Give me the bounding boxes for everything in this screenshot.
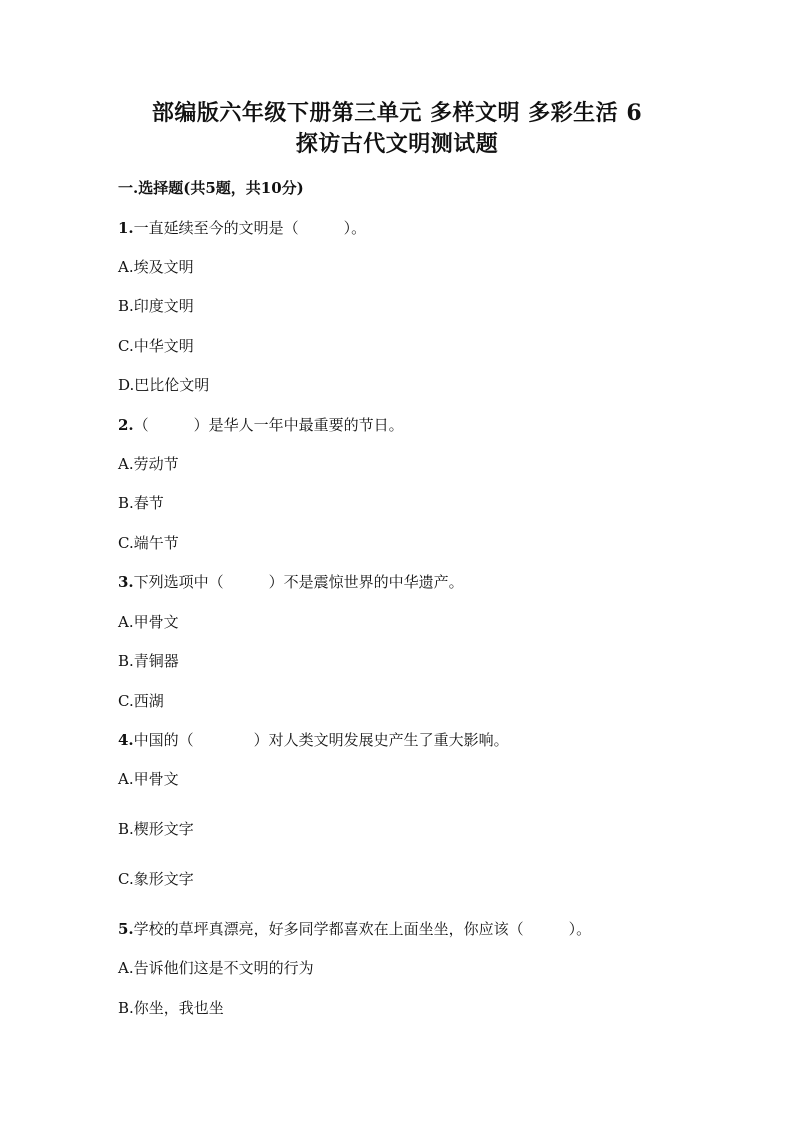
question-4-stem: [118, 730, 509, 750]
document-title-line-2: 探访古代文明测试题: [295, 131, 499, 157]
question-number: 3.: [118, 573, 134, 591]
question-text: 一直延续至今的文明是（ ）。: [133, 219, 367, 237]
question-number: 1.: [118, 219, 134, 237]
question-3-stem: [118, 572, 464, 592]
question-1-option-b: B.印度文明: [118, 297, 194, 315]
question-1-option-c: C.中华文明: [118, 337, 194, 355]
document-title-line-1: 部编版六年级下册第三单元 多样文明 多彩生活 6: [151, 100, 643, 126]
question-3-option-b: B.青铜器: [118, 652, 179, 670]
question-2-stem: [118, 415, 404, 435]
question-4-option-b: B.楔形文字: [118, 820, 194, 838]
question-3-option-c: C.西湖: [118, 692, 164, 710]
question-2-option-b: B.春节: [118, 494, 164, 512]
question-5-option-b: B.你坐，我也坐: [118, 999, 224, 1017]
question-2-option-a: A.劳动节: [118, 455, 179, 473]
question-text: 下列选项中（ ）不是震惊世界的中华遗产。: [133, 573, 464, 591]
question-1-option-d: D.巴比伦文明: [118, 376, 210, 394]
question-5-stem: [118, 919, 591, 939]
section-heading: 一.选择题(共5题，共10分): [118, 179, 304, 197]
question-4-option-a: A.甲骨文: [118, 770, 179, 788]
question-number: 5.: [118, 920, 134, 938]
question-2-option-c: C.端午节: [118, 534, 179, 552]
question-1-option-a: A.埃及文明: [118, 258, 194, 276]
question-text: 中国的（ ）对人类文明发展史产生了重大影响。: [133, 731, 509, 749]
question-4-option-c: C.象形文字: [118, 870, 194, 888]
question-text: 学校的草坪真漂亮，好多同学都喜欢在上面坐坐，你应该（ ）。: [133, 920, 592, 938]
question-number: 2.: [118, 416, 134, 434]
question-text: （ ）是华人一年中最重要的节日。: [133, 416, 404, 434]
question-number: 4.: [118, 731, 134, 749]
question-1-stem: [118, 218, 366, 238]
question-3-option-a: A.甲骨文: [118, 613, 179, 631]
question-5-option-a: A.告诉他们这是不文明的行为: [118, 959, 314, 977]
